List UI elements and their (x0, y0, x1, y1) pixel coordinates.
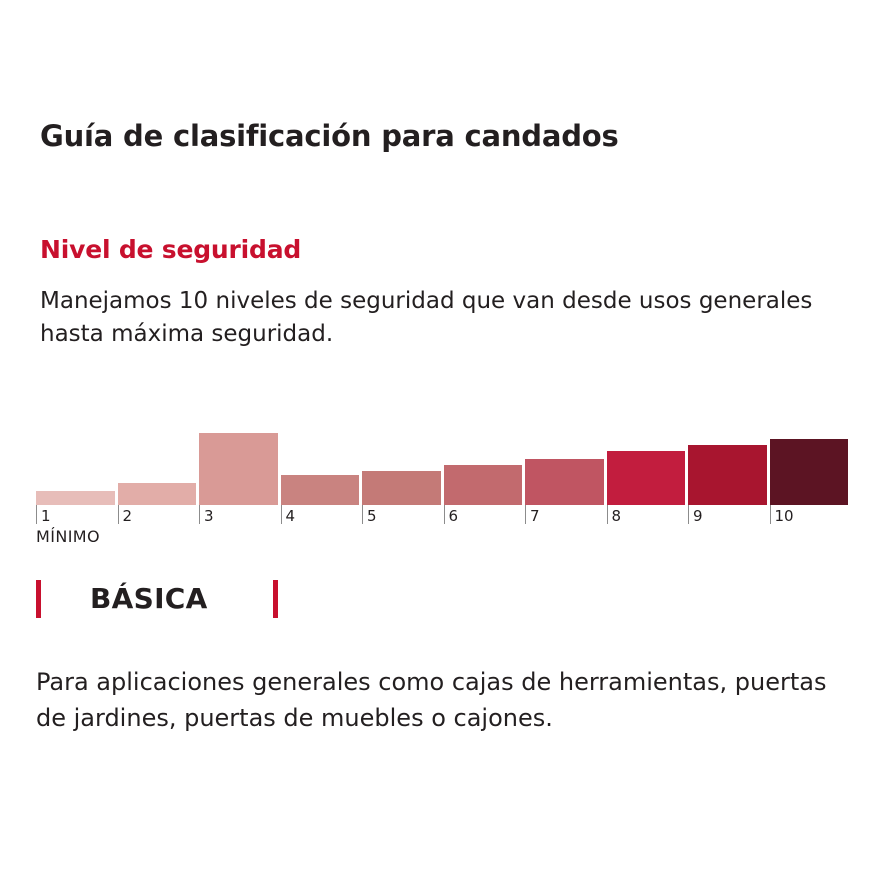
bar-level-2 (118, 483, 197, 505)
bar-level-10 (770, 439, 849, 505)
tick-mark-7 (525, 505, 526, 524)
bar-level-9 (688, 445, 767, 505)
axis-min-label: MÍNIMO (36, 527, 101, 546)
bar-level-8 (607, 451, 686, 505)
tick-label-7: 7 (530, 507, 540, 525)
tick-mark-6 (444, 505, 445, 524)
tick-label-6: 6 (448, 507, 459, 525)
security-level-bar-chart (36, 395, 848, 505)
tick-label-4: 4 (285, 507, 296, 525)
level-name: BÁSICA (90, 582, 208, 615)
tick-label-5: 5 (367, 507, 377, 525)
tick-mark-3 (199, 505, 200, 524)
tick-label-10: 10 (774, 507, 794, 525)
tick-mark-4 (281, 505, 282, 524)
bar-level-5 (362, 471, 441, 505)
tick-mark-2 (118, 505, 119, 524)
tick-label-2: 2 (122, 507, 133, 525)
level-description: Para aplicaciones generales como cajas de herramientas, puertas de jardines, puertas de muebles o cajones. (36, 668, 827, 732)
page-title: Guía de clasificación para candados (40, 119, 619, 154)
bar-level-7 (525, 459, 604, 505)
level-badge-row (36, 580, 436, 622)
section-heading-security: Nivel de seguridad (40, 234, 302, 264)
tick-label-8: 8 (611, 507, 622, 525)
bar-level-6 (444, 465, 523, 505)
section-body-security: Manejamos 10 niveles de seguridad que van desde usos generales hasta máxima seguridad. (40, 288, 813, 347)
bar-level-4 (281, 475, 360, 505)
bar-level-1 (36, 491, 115, 505)
badge-rule-right-icon (273, 580, 278, 618)
tick-mark-1 (36, 505, 37, 524)
tick-mark-10 (770, 505, 771, 524)
tick-mark-8 (607, 505, 608, 524)
tick-label-3: 3 (204, 507, 214, 525)
tick-label-9: 9 (693, 507, 703, 525)
chart-x-axis-ticks (36, 505, 848, 527)
badge-rule-left-icon (36, 580, 41, 618)
tick-mark-9 (688, 505, 689, 524)
bar-level-3 (199, 433, 278, 505)
tick-mark-5 (362, 505, 363, 524)
bar-series (36, 405, 848, 505)
tick-label-1: 1 (41, 507, 51, 525)
